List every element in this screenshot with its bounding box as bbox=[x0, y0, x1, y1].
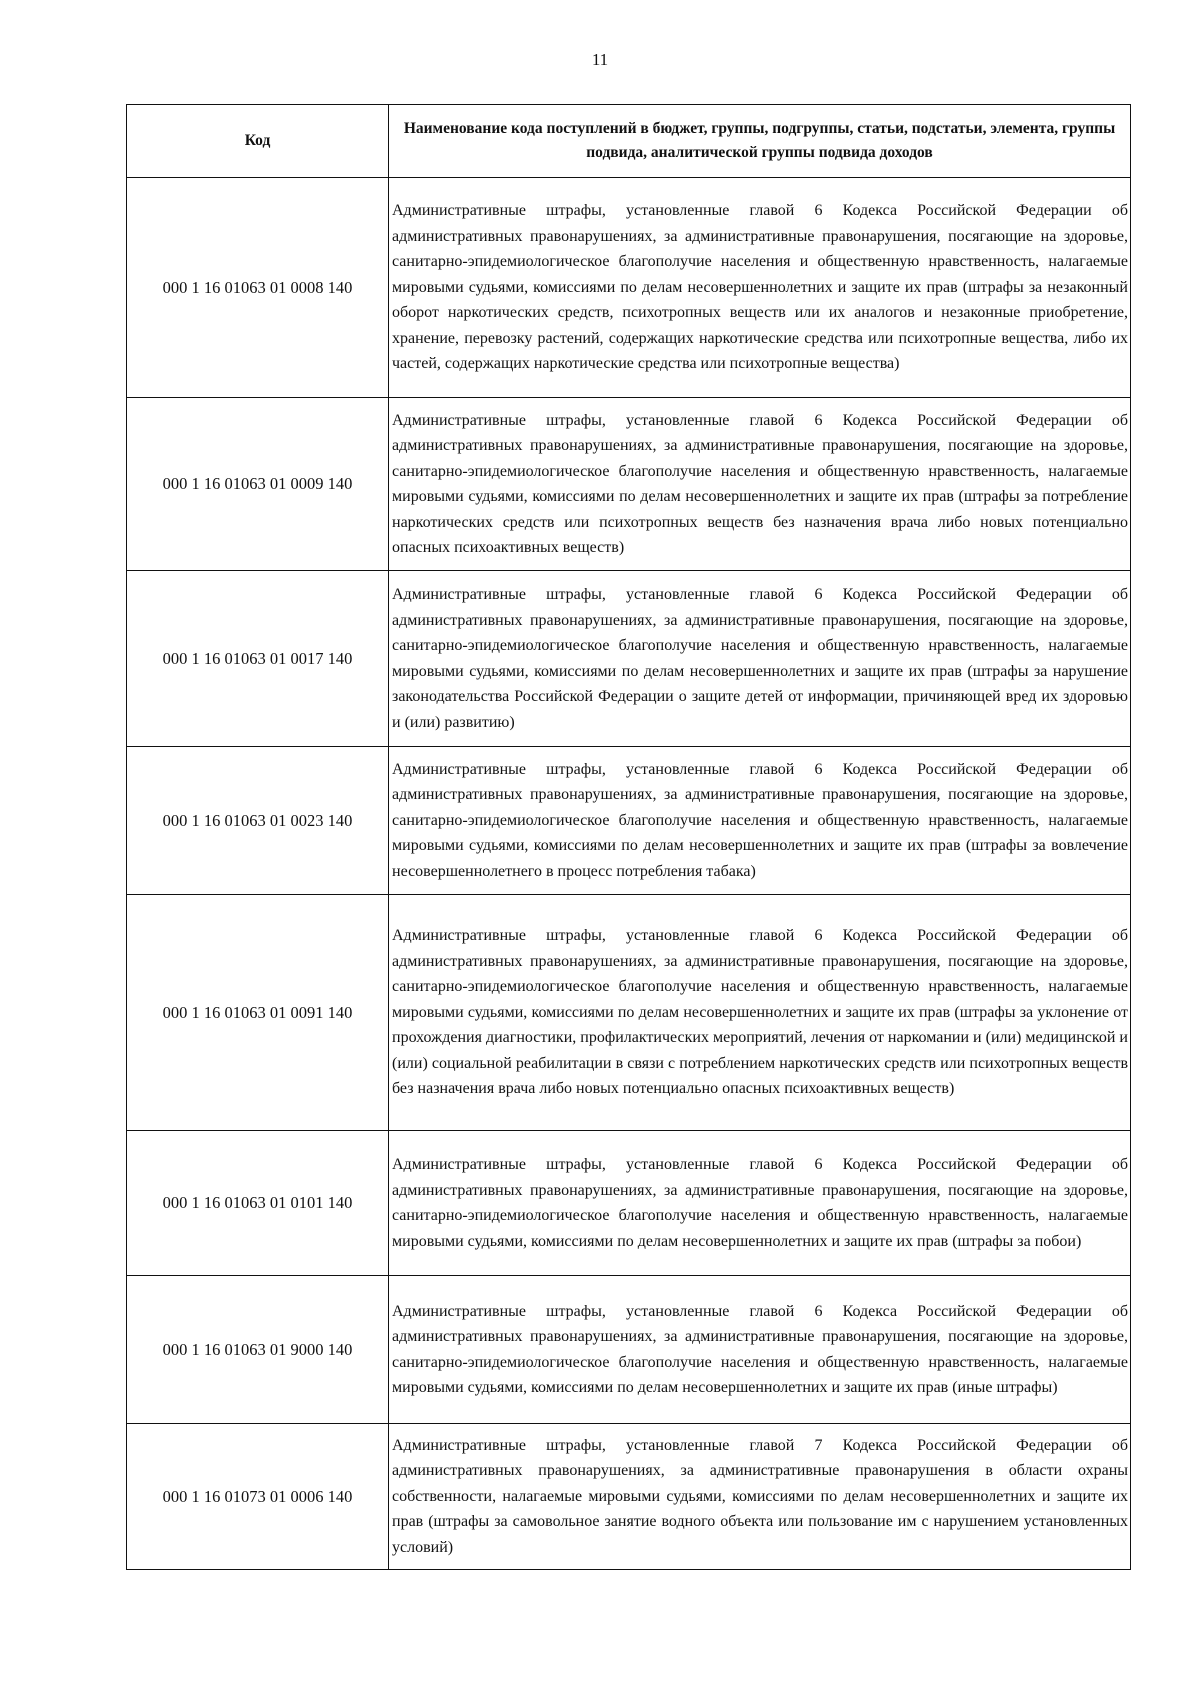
row-code: 000 1 16 01063 01 9000 140 bbox=[127, 1276, 389, 1424]
row-code: 000 1 16 01063 01 0091 140 bbox=[127, 895, 389, 1131]
table-row bbox=[127, 747, 1131, 895]
header-code: Код bbox=[127, 105, 389, 178]
row-description: Административные штрафы, установленные главой 6 Кодекса Российской Федерации об административных правонарушениях, за административные правонарушения, посягающие на здоровье, санитарно-эпидемиологическое благополучие населения и общественную нравственность, налагаемые мировыми судьями, комиссиями по делам несовершеннолетних и защите их прав (штрафы за потребление наркотических средств или психотропных веществ без назначения врача либо новых потенциально опасных психоактивных веществ) bbox=[389, 398, 1131, 571]
row-code: 000 1 16 01063 01 0017 140 bbox=[127, 571, 389, 747]
row-description: Административные штрафы, установленные главой 7 Кодекса Российской Федерации об административных правонарушениях, за административные правонарушения в области охраны собственности, налагаемые мировыми судьями, комиссиями по делам несовершеннолетних и защите их прав (штрафы за самовольное занятие водного объекта или пользование им с нарушением установленных условий) bbox=[389, 1424, 1131, 1570]
row-description: Административные штрафы, установленные главой 6 Кодекса Российской Федерации об административных правонарушениях, за административные правонарушения, посягающие на здоровье, санитарно-эпидемиологическое благополучие населения и общественную нравственность, налагаемые мировыми судьями, комиссиями по делам несовершеннолетних и защите их прав (штрафы за вовлечение несовершеннолетнего в процесс потребления табака) bbox=[389, 747, 1131, 895]
row-code: 000 1 16 01063 01 0009 140 bbox=[127, 398, 389, 571]
table-row bbox=[127, 571, 1131, 747]
row-code: 000 1 16 01063 01 0101 140 bbox=[127, 1131, 389, 1276]
page-number: 11 bbox=[591, 50, 609, 69]
row-code: 000 1 16 01063 01 0023 140 bbox=[127, 747, 389, 895]
row-code: 000 1 16 01063 01 0008 140 bbox=[127, 178, 389, 398]
table-row bbox=[127, 398, 1131, 571]
table-row bbox=[127, 895, 1131, 1131]
table-header-row bbox=[127, 105, 1131, 178]
header-name: Наименование кода поступлений в бюджет, группы, подгруппы, статьи, подстатьи, элемента, группы подвида, аналитической группы подвида доходов bbox=[389, 105, 1131, 178]
table-row bbox=[127, 1276, 1131, 1424]
row-code: 000 1 16 01073 01 0006 140 bbox=[127, 1424, 389, 1570]
row-description: Административные штрафы, установленные главой 6 Кодекса Российской Федерации об административных правонарушениях, за административные правонарушения, посягающие на здоровье, санитарно-эпидемиологическое благополучие населения и общественную нравственность, налагаемые мировыми судьями, комиссиями по делам несовершеннолетних и защите их прав (штрафы за нарушение законодательства Российской Федерации о защите детей от информации, причиняющей вред их здоровью и (или) развитию) bbox=[389, 571, 1131, 747]
revenue-codes-table bbox=[126, 104, 1131, 1570]
table-row bbox=[127, 178, 1131, 398]
row-description: Административные штрафы, установленные главой 6 Кодекса Российской Федерации об административных правонарушениях, за административные правонарушения, посягающие на здоровье, санитарно-эпидемиологическое благополучие населения и общественную нравственность, налагаемые мировыми судьями, комиссиями по делам несовершеннолетних и защите их прав (штрафы за побои) bbox=[389, 1131, 1131, 1276]
row-description: Административные штрафы, установленные главой 6 Кодекса Российской Федерации об административных правонарушениях, за административные правонарушения, посягающие на здоровье, санитарно-эпидемиологическое благополучие населения и общественную нравственность, налагаемые мировыми судьями, комиссиями по делам несовершеннолетних и защите их прав (иные штрафы) bbox=[389, 1276, 1131, 1424]
table-row bbox=[127, 1424, 1131, 1570]
row-description: Административные штрафы, установленные главой 6 Кодекса Российской Федерации об административных правонарушениях, за административные правонарушения, посягающие на здоровье, санитарно-эпидемиологическое благополучие населения и общественную нравственность, налагаемые мировыми судьями, комиссиями по делам несовершеннолетних и защите их прав (штрафы за незаконный оборот наркотических средств, психотропных веществ или их аналогов и незаконные приобретение, хранение, перевозку растений, содержащих наркотические средства или психотропные вещества, либо их частей, содержащих наркотические средства или психотропные вещества) bbox=[389, 178, 1131, 398]
row-description: Административные штрафы, установленные главой 6 Кодекса Российской Федерации об административных правонарушениях, за административные правонарушения, посягающие на здоровье, санитарно-эпидемиологическое благополучие населения и общественную нравственность, налагаемые мировыми судьями, комиссиями по делам несовершеннолетних и защите их прав (штрафы за уклонение от прохождения диагностики, профилактических мероприятий, лечения от наркомании и (или) медицинской и (или) социальной реабилитации в связи с потреблением наркотических средств или психотропных веществ без назначения врача либо новых потенциально опасных психоактивных веществ) bbox=[389, 895, 1131, 1131]
table-row bbox=[127, 1131, 1131, 1276]
